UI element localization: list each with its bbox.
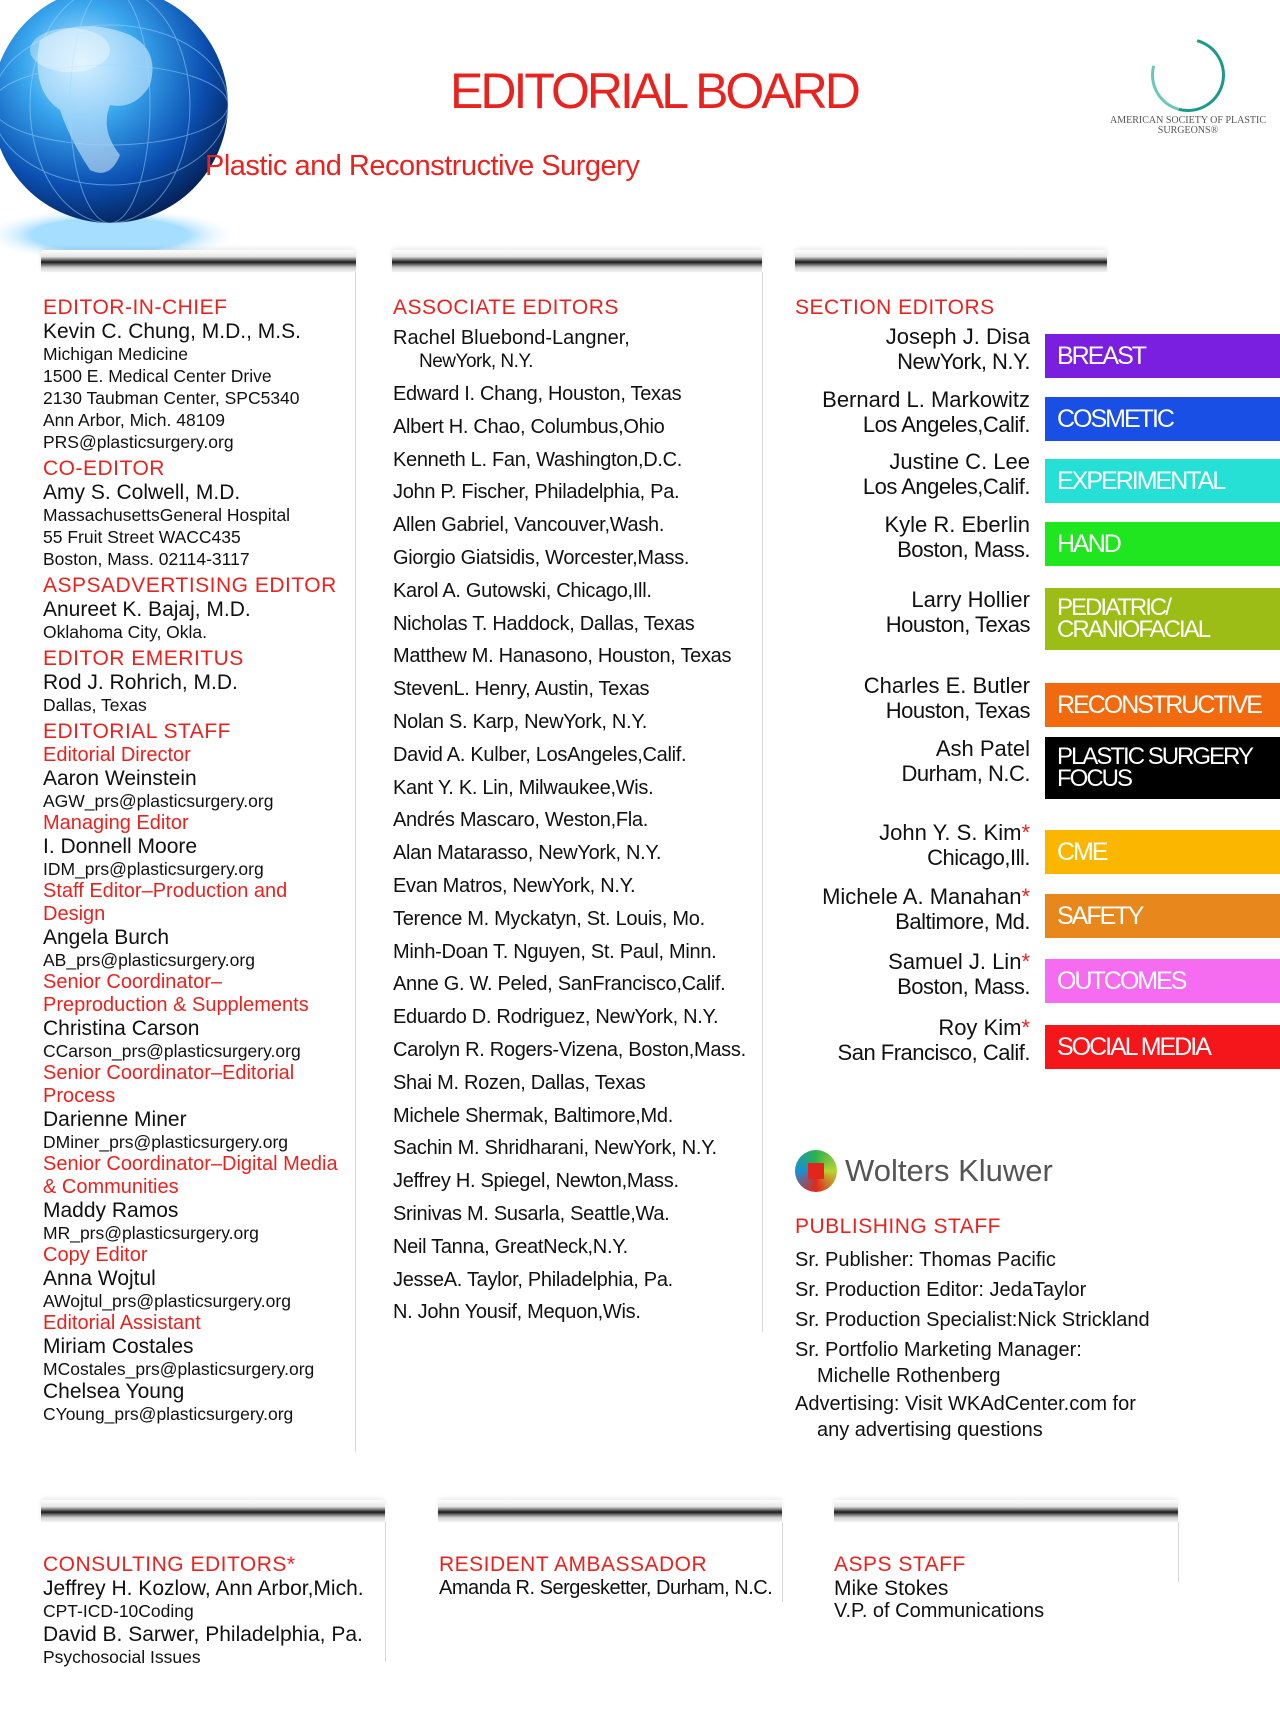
column-header-bar	[41, 1500, 385, 1522]
editor-in-chief-name: Kevin C. Chung, M.D., M.S.	[43, 320, 301, 343]
associate-editor-item: Nolan S. Karp, NewYork, N.Y.	[393, 710, 647, 733]
associate-editor-item: StevenL. Henry, Austin, Texas	[393, 678, 650, 701]
editor-name: Michele A. Manahan	[822, 884, 1022, 909]
address-line: 2130 Taubman Center, SPC5340	[43, 388, 300, 408]
staff-name: Anna Wojtul	[43, 1267, 156, 1290]
asps-staff-title: V.P. of Communications	[834, 1600, 1045, 1622]
staff-name: Aaron Weinstein	[43, 767, 197, 790]
staff-role: Managing Editor	[43, 812, 189, 834]
staff-role: Senior Coordinator– Preproduction & Supplements	[43, 971, 309, 1016]
section-editor-row	[790, 449, 1280, 503]
consulting-editor-name: David B. Sarwer, Philadelphia, Pa.	[43, 1623, 363, 1646]
section-tag: EXPERIMENTAL	[1045, 459, 1280, 503]
column-header-bar	[834, 1500, 1178, 1522]
section-editor-name	[886, 324, 1030, 374]
associate-editor-item: Sachin M. Shridharani, NewYork, N.Y.	[393, 1137, 717, 1160]
section-editor-row	[790, 673, 1280, 727]
editor-location: Houston, Texas	[885, 612, 1030, 637]
associate-editor-item: Anne G. W. Peled, SanFrancisco,Calif.	[393, 973, 726, 996]
associate-editor-item: Neil Tanna, GreatNeck,N.Y.	[393, 1235, 628, 1258]
column-header-bar	[41, 250, 356, 272]
staff-email: CYoung_prs@plasticsurgery.org	[43, 1404, 294, 1424]
consulting-editor-area: Psychosocial Issues	[43, 1647, 201, 1667]
asps-staff-name: Mike Stokes	[834, 1577, 949, 1600]
editor-name: Justine C. Lee	[889, 449, 1030, 474]
page-subtitle: Plastic and Reconstructive Surgery	[205, 150, 640, 182]
publishing-line: Advertising: Visit WKAdCenter.com for	[795, 1393, 1136, 1415]
resident-ambassador-name: Amanda R. Sergesketter, Durham, N.C.	[439, 1577, 773, 1599]
editor-location: Boston, Mass.	[897, 974, 1030, 999]
staff-name: Chelsea Young	[43, 1380, 185, 1403]
editor-name: Samuel J. Lin	[888, 949, 1022, 974]
editor-location: Durham, N.C.	[901, 761, 1030, 786]
advertising-editor-heading: ASPSADVERTISING EDITOR	[43, 574, 337, 597]
section-editor-name	[879, 820, 1030, 870]
globe-graphic	[0, 0, 250, 260]
associate-editor-item: David A. Kulber, LosAngeles,Calif.	[393, 743, 687, 766]
wolters-kluwer-logo	[795, 1150, 1053, 1192]
wolters-kluwer-icon	[795, 1150, 837, 1192]
staff-role: Copy Editor	[43, 1244, 148, 1266]
publishing-line: Sr. Publisher: Thomas Pacific	[795, 1249, 1056, 1271]
staff-email: AGW_prs@plasticsurgery.org	[43, 791, 274, 811]
publishing-line: Sr. Production Editor: JedaTaylor	[795, 1279, 1087, 1301]
editor-name: Ash Patel	[935, 736, 1030, 761]
associate-editor-item: Evan Matros, NewYork, N.Y.	[393, 874, 636, 897]
editor-location: Los Angeles,Calif.	[862, 474, 1030, 499]
address-line: Boston, Mass. 02114-3117	[43, 549, 250, 569]
resident-ambassador-heading: RESIDENT AMBASSADOR	[439, 1553, 708, 1576]
editor-name: Charles E. Butler	[863, 673, 1030, 698]
associate-editor-item: Edward I. Chang, Houston, Texas	[393, 383, 682, 405]
editor-location: San Francisco, Calif.	[837, 1040, 1030, 1065]
staff-name: Angela Burch	[43, 926, 170, 949]
asterisk-mark: *	[1021, 949, 1030, 974]
section-editor-row	[790, 736, 1280, 792]
editor-name: Larry Hollier	[911, 587, 1030, 612]
asps-ring-icon	[1137, 24, 1238, 125]
editors-column	[43, 296, 363, 1425]
associate-editor-item: Rachel Bluebond-Langner,	[393, 327, 630, 349]
section-editor-name	[863, 449, 1030, 499]
associate-editor-item: John P. Fischer, Philadelphia, Pa.	[393, 481, 680, 504]
co-editor-name: Amy S. Colwell, M.D.	[43, 481, 241, 504]
associate-editor-item: JesseA. Taylor, Philadelphia, Pa.	[393, 1268, 673, 1291]
section-editor-row	[790, 820, 1280, 874]
section-editor-row	[790, 949, 1280, 1003]
staff-name: Darienne Miner	[43, 1108, 187, 1131]
publishing-line: Michelle Rothenberg	[817, 1365, 1001, 1387]
editor-emeritus-name: Rod J. Rohrich, M.D.	[43, 671, 238, 694]
staff-name: Miriam Costales	[43, 1335, 194, 1358]
address-line: Michigan Medicine	[43, 344, 188, 364]
editor-location: NewYork, N.Y.	[897, 349, 1030, 374]
associate-editor-item: Giorgio Giatsidis, Worcester,Mass.	[393, 546, 690, 569]
staff-email: IDM_prs@plasticsurgery.org	[43, 859, 264, 879]
asterisk-mark: *	[1021, 820, 1030, 845]
section-editor-name	[886, 587, 1030, 637]
associate-editor-item: Carolyn R. Rogers-Vizena, Boston,Mass.	[393, 1038, 746, 1061]
staff-email: CCarson_prs@plasticsurgery.org	[43, 1041, 301, 1061]
section-editor-name	[884, 512, 1030, 562]
associate-editor-item: Matthew M. Hanasono, Houston, Texas	[393, 645, 732, 668]
asps-staff	[834, 1553, 1174, 1623]
column-divider	[385, 1522, 386, 1662]
address-line: Dallas, Texas	[43, 695, 147, 715]
publishing-line: Sr. Portfolio Marketing Manager:	[795, 1339, 1082, 1361]
associate-editor-item: Nicholas T. Haddock, Dallas, Texas	[393, 612, 695, 635]
staff-email: DMiner_prs@plasticsurgery.org	[43, 1132, 289, 1152]
associate-editor-item: Shai M. Rozen, Dallas, Texas	[393, 1071, 646, 1094]
asps-logo	[1108, 38, 1268, 136]
section-tag: SAFETY	[1045, 894, 1280, 938]
consulting-editor-name: Jeffrey H. Kozlow, Ann Arbor,Mich.	[43, 1577, 364, 1600]
section-tag: PEDIATRIC/ CRANIOFACIAL	[1045, 588, 1280, 650]
wolters-kluwer-name: Wolters Kluwer	[845, 1153, 1053, 1188]
section-tag: RECONSTRUCTIVE	[1045, 683, 1280, 727]
associate-editors-column	[393, 296, 773, 1329]
column-header-bar	[392, 250, 762, 272]
associate-editor-item: Michele Shermak, Baltimore,Md.	[393, 1104, 673, 1127]
column-divider	[1178, 1522, 1179, 1582]
consulting-editors	[43, 1553, 383, 1669]
consulting-editor-area: CPT-ICD-10Coding	[43, 1601, 194, 1621]
address-line: 55 Fruit Street WACC435	[43, 527, 241, 547]
section-tag: COSMETIC	[1045, 397, 1280, 441]
publishing-staff	[795, 1215, 1265, 1443]
associate-editors-heading: ASSOCIATE EDITORS	[393, 296, 619, 319]
section-editor-row	[790, 884, 1280, 938]
co-editor-heading: CO-EDITOR	[43, 457, 165, 480]
associate-editor-item: Eduardo D. Rodriguez, NewYork, N.Y.	[393, 1006, 719, 1029]
section-tag: HAND	[1045, 522, 1280, 566]
section-tag: SOCIAL MEDIA	[1045, 1025, 1280, 1069]
staff-email: MCostales_prs@plasticsurgery.org	[43, 1359, 315, 1379]
email: PRS@plasticsurgery.org	[43, 432, 234, 452]
staff-name: Christina Carson	[43, 1017, 200, 1040]
section-tag: OUTCOMES	[1045, 959, 1280, 1003]
section-tag: BREAST	[1045, 334, 1280, 378]
section-editor-name	[822, 884, 1030, 934]
section-editor-name	[902, 736, 1030, 786]
column-header-bar	[438, 1500, 782, 1522]
editor-location: Chicago,Ill.	[927, 845, 1030, 870]
editor-name: Roy Kim	[938, 1015, 1022, 1040]
associate-editor-item: N. John Yousif, Mequon,Wis.	[393, 1301, 641, 1324]
publishing-line: Sr. Production Specialist:Nick Strickland	[795, 1309, 1150, 1331]
address-line: Ann Arbor, Mich. 48109	[43, 410, 225, 430]
editor-location: Los Angeles,Calif.	[862, 412, 1030, 437]
asps-staff-heading: ASPS STAFF	[834, 1553, 966, 1576]
associate-editor-item: Terence M. Myckatyn, St. Louis, Mo.	[393, 907, 705, 930]
section-editor-name	[838, 1015, 1030, 1065]
staff-role: Senior Coordinator–Digital Media & Communities	[43, 1153, 338, 1198]
editor-name: John Y. S. Kim	[879, 820, 1022, 845]
staff-role: Editorial Assistant	[43, 1312, 201, 1334]
section-tag: CME	[1045, 830, 1280, 874]
editor-location: Baltimore, Md.	[895, 909, 1030, 934]
editor-name: Joseph J. Disa	[885, 324, 1030, 349]
editorial-staff-heading: EDITORIAL STAFF	[43, 720, 231, 743]
address-line: 1500 E. Medical Center Drive	[43, 366, 272, 386]
section-editor-row	[790, 587, 1280, 643]
editor-name: Bernard L. Markowitz	[822, 387, 1030, 412]
associate-editor-item: Karol A. Gutowski, Chicago,Ill.	[393, 579, 652, 602]
associate-editor-item: Alan Matarasso, NewYork, N.Y.	[393, 842, 662, 865]
editor-name: Kyle R. Eberlin	[884, 512, 1030, 537]
asterisk-mark: *	[1021, 884, 1030, 909]
publishing-staff-heading: PUBLISHING STAFF	[795, 1215, 1001, 1238]
staff-role: Editorial Director	[43, 744, 191, 766]
associate-editor-location: NewYork, N.Y.	[419, 351, 533, 372]
column-header-bar	[795, 250, 1107, 272]
staff-name: I. Donnell Moore	[43, 835, 198, 858]
associate-editor-item: Kant Y. K. Lin, Milwaukee,Wis.	[393, 776, 654, 799]
publishing-line: any advertising questions	[817, 1419, 1043, 1441]
associate-editor-item: Andrés Mascaro, Weston,Fla.	[393, 809, 648, 832]
staff-name: Maddy Ramos	[43, 1199, 179, 1222]
section-editor-row	[790, 324, 1280, 378]
advertising-editor-name: Anureet K. Bajaj, M.D.	[43, 598, 251, 621]
section-editors-heading: SECTION EDITORS	[795, 296, 995, 319]
associate-editor-item: Srinivas M. Susarla, Seattle,Wa.	[393, 1202, 670, 1225]
section-tag: PLASTIC SURGERY FOCUS	[1045, 737, 1280, 799]
editor-location: Houston, Texas	[885, 698, 1030, 723]
associate-editor-item: Albert H. Chao, Columbus,Ohio	[393, 415, 665, 438]
asterisk-mark: *	[1021, 1015, 1030, 1040]
section-editor-row	[790, 512, 1280, 566]
section-editor-name	[888, 949, 1030, 999]
consulting-editors-heading: CONSULTING EDITORS*	[43, 1553, 296, 1576]
section-editor-name	[864, 673, 1030, 723]
section-editor-name	[822, 387, 1030, 437]
associate-editor-item: Minh-Doan T. Nguyen, St. Paul, Minn.	[393, 940, 717, 963]
associate-editor-item: Allen Gabriel, Vancouver,Wash.	[393, 514, 665, 537]
resident-ambassador	[439, 1553, 784, 1600]
staff-email: MR_prs@plasticsurgery.org	[43, 1223, 259, 1243]
section-editor-row	[790, 1015, 1280, 1069]
associate-editor-item: Kenneth L. Fan, Washington,D.C.	[393, 448, 683, 471]
editor-location: Boston, Mass.	[897, 537, 1030, 562]
editor-in-chief-heading: EDITOR-IN-CHIEF	[43, 296, 228, 319]
staff-email: AB_prs@plasticsurgery.org	[43, 950, 255, 970]
address-line: Oklahoma City, Okla.	[43, 622, 208, 642]
editor-emeritus-heading: EDITOR EMERITUS	[43, 647, 244, 670]
asps-logo-text: AMERICAN SOCIETY OF PLASTIC SURGEONS®	[1109, 115, 1267, 136]
address-line: MassachusettsGeneral Hospital	[43, 505, 291, 525]
associate-editor-item: Jeffrey H. Spiegel, Newton,Mass.	[393, 1170, 679, 1193]
staff-email: AWojtul_prs@plasticsurgery.org	[43, 1291, 291, 1311]
section-editor-row	[790, 387, 1280, 441]
page-title: EDITORIAL BOARD	[450, 63, 858, 119]
staff-role: Senior Coordinator–Editorial Process	[43, 1062, 295, 1107]
associate-editors-list	[393, 378, 773, 1329]
staff-role: Staff Editor–Production and Design	[43, 880, 288, 925]
